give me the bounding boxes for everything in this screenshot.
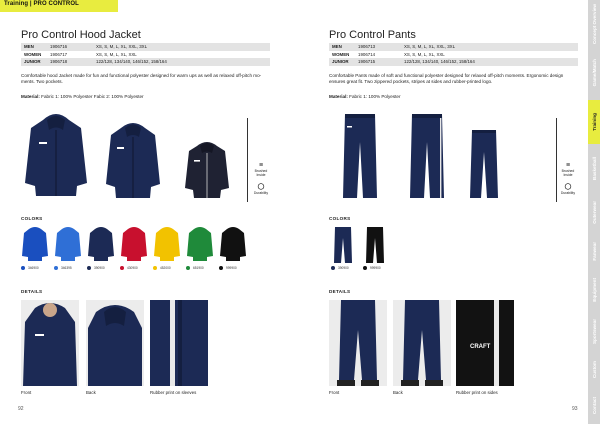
color-code: 452000 <box>160 266 171 270</box>
left-material <box>21 94 144 99</box>
right-material <box>329 94 401 99</box>
spec-code: 1906713 <box>358 44 376 50</box>
spec-label: MEN <box>332 44 342 50</box>
color-dot <box>331 266 335 270</box>
swatch-thumb[interactable] <box>120 226 148 262</box>
spec-row <box>21 43 270 51</box>
spec-sizes: XS, S, M, L, XL, XXL <box>96 51 137 57</box>
spec-row <box>329 43 578 51</box>
right-color-swatches <box>329 226 409 274</box>
page-number-left: 92 <box>18 406 24 412</box>
material-label: Material: <box>329 94 348 99</box>
detail-photo-front <box>329 300 387 386</box>
detail-photo-side <box>456 300 514 386</box>
jacket-side-image <box>103 118 163 200</box>
swatch-label <box>120 266 138 270</box>
sidebar-tab-equipment[interactable] <box>588 268 600 312</box>
spec-code: 1906715 <box>358 59 376 65</box>
divider-line <box>556 118 557 202</box>
right-colors-heading: COLORS <box>329 216 351 221</box>
spec-row <box>329 58 578 66</box>
sidebar-tab-concept-overview[interactable] <box>588 0 600 48</box>
jacket-junior-image <box>183 138 231 200</box>
swatch-label <box>87 266 105 270</box>
sidebar-tab-outerwear[interactable] <box>588 190 600 234</box>
left-description: Comfortable hood Jacket made for fun and functional polyester designed for warm ups as well as relaxed off-pitch mo-ments. Two pockets. <box>21 73 262 84</box>
durability-icon: ◯ <box>257 184 265 190</box>
color-dot <box>153 266 157 270</box>
sidebar-tab-custom[interactable] <box>588 352 600 388</box>
spec-sizes: XS, S, M, L, XL, XXL <box>404 51 445 57</box>
material-value: Fabric 1: 100% Polyester Fabic 2: 100% Polyester <box>39 94 144 99</box>
swatch-thumb[interactable] <box>219 226 247 262</box>
color-dot <box>219 266 223 270</box>
color-code: 390900 <box>338 266 349 270</box>
color-dot <box>21 266 25 270</box>
detail-photo-sleeve <box>150 300 208 386</box>
durability-badge <box>560 184 576 195</box>
sidebar-tab-contact[interactable] <box>588 388 600 424</box>
swatch-label <box>331 266 349 270</box>
right-spec-table <box>329 43 578 66</box>
sidebar-tab-label: Custom <box>591 361 597 379</box>
spec-label: WOMEN <box>24 51 42 57</box>
left-color-swatches <box>21 226 251 274</box>
color-dot <box>120 266 124 270</box>
sidebar-tab-fanwear[interactable] <box>588 234 600 268</box>
spec-row <box>329 51 578 59</box>
spec-label: WOMEN <box>332 51 350 57</box>
durability-badge <box>252 184 270 195</box>
brushed-inside-badge <box>560 162 576 177</box>
sidebar-tab-label: Basketball <box>591 156 597 180</box>
sidebar-tab-label: Fanwear <box>591 241 597 261</box>
badge-label: Durability <box>253 191 269 195</box>
svg-text:CRAFT: CRAFT <box>470 344 491 350</box>
sidebar-tab-label: Training <box>591 113 597 131</box>
brushed-inside-icon: ≡ <box>258 162 264 169</box>
color-code: 430900 <box>127 266 138 270</box>
color-code: 999900 <box>370 266 381 270</box>
spec-code: 1906714 <box>358 51 376 57</box>
right-product-title: Pro Control Pants <box>329 29 416 41</box>
swatch-thumb[interactable] <box>54 226 82 262</box>
pants-junior-image <box>469 128 499 200</box>
brushed-inside-badge <box>252 162 270 177</box>
detail-photo-front <box>21 300 79 386</box>
color-code: 390900 <box>94 266 105 270</box>
color-dot <box>54 266 58 270</box>
right-description: Comfortable Pants made of soft and functional polyester designed for relaxed off-pitch moments. Ergonomic design ensures great fit. Two zippered pockets, stripes at sides and rubber-printed logo. <box>329 73 564 84</box>
badge-label: Brushed Inside <box>254 169 268 177</box>
swatch-label <box>363 266 381 270</box>
spec-code: 1906718 <box>50 59 68 65</box>
sidebar-tab-training[interactable] <box>588 100 600 144</box>
spec-sizes: 122/128, 134/140, 146/152, 158/164 <box>404 59 475 65</box>
spec-label: JUNIOR <box>24 59 41 65</box>
detail-caption: Back <box>393 390 403 395</box>
color-dot <box>87 266 91 270</box>
color-dot <box>186 266 190 270</box>
detail-caption: Front <box>21 390 32 395</box>
swatch-label <box>21 266 39 270</box>
sidebar-tab-label: Contact <box>591 397 597 415</box>
sidebar-tab-basketball[interactable] <box>588 146 600 190</box>
detail-caption: Front <box>329 390 340 395</box>
swatch-label <box>219 266 237 270</box>
swatch-thumb[interactable] <box>21 226 49 262</box>
right-details-heading: DETAILS <box>329 289 351 294</box>
swatch-label <box>54 266 72 270</box>
detail-caption: Rubber print on sleeves <box>150 390 197 395</box>
swatch-thumb[interactable] <box>153 226 181 262</box>
detail-caption: Back <box>86 390 96 395</box>
sidebar-tab-sportswear[interactable] <box>588 312 600 352</box>
sidebar-tab-game-match[interactable] <box>588 48 600 98</box>
color-code: 346900 <box>28 266 39 270</box>
left-product-title: Pro Control Hood Jacket <box>21 29 141 41</box>
detail-photo-back <box>86 300 144 386</box>
material-value: Fabric 1: 100% Polyester <box>347 94 401 99</box>
spec-code: 1906716 <box>50 44 68 50</box>
sidebar-tab-label: Concept Overview <box>591 3 597 45</box>
spec-row <box>21 58 270 66</box>
swatch-thumb[interactable] <box>87 226 115 262</box>
page-number-right: 93 <box>572 406 578 412</box>
divider-line <box>247 118 248 202</box>
detail-caption: Rubber print on sides <box>456 390 498 395</box>
spec-sizes: XS, S, M, L, XL, XXL, 3XL <box>404 44 456 50</box>
jacket-front-image <box>21 108 91 200</box>
material-label: Material: <box>21 94 40 99</box>
left-colors-heading: COLORS <box>21 216 43 221</box>
swatch-thumb[interactable] <box>186 226 214 262</box>
pants-side-image <box>408 112 446 200</box>
swatch-label <box>153 266 171 270</box>
badge-label: Durability <box>560 191 576 195</box>
left-details-heading: DETAILS <box>21 289 43 294</box>
color-dot <box>363 266 367 270</box>
sidebar-tab-label: Game/Match <box>591 59 597 87</box>
spec-row <box>21 51 270 59</box>
swatch-thumb[interactable] <box>365 226 385 264</box>
swatch-thumb[interactable] <box>333 226 353 264</box>
swatch-label <box>186 266 204 270</box>
section-tag: Training | PRO CONTROL <box>4 1 79 7</box>
color-code: 346395 <box>61 266 72 270</box>
spec-sizes: XS, S, M, L, XL, XXL, 3XL <box>96 44 148 50</box>
spec-code: 1906717 <box>50 51 68 57</box>
durability-icon: ◯ <box>564 184 572 190</box>
left-spec-table <box>21 43 270 66</box>
sidebar-tab-label: Equipment <box>591 278 597 302</box>
spec-label: MEN <box>24 44 34 50</box>
sidebar-tab-label: Sportswear <box>591 319 597 345</box>
category-sidebar <box>588 0 600 424</box>
pants-front-image <box>341 112 379 200</box>
sidebar-tab-label: Outerwear <box>591 200 597 224</box>
color-code: 651900 <box>193 266 204 270</box>
spec-label: JUNIOR <box>332 59 349 65</box>
badge-label: Brushed Inside <box>561 169 575 177</box>
brushed-inside-icon: ≡ <box>565 162 571 169</box>
color-code: 999900 <box>226 266 237 270</box>
detail-photo-back <box>393 300 451 386</box>
spec-sizes: 122/128, 134/140, 146/152, 158/164 <box>96 59 167 65</box>
